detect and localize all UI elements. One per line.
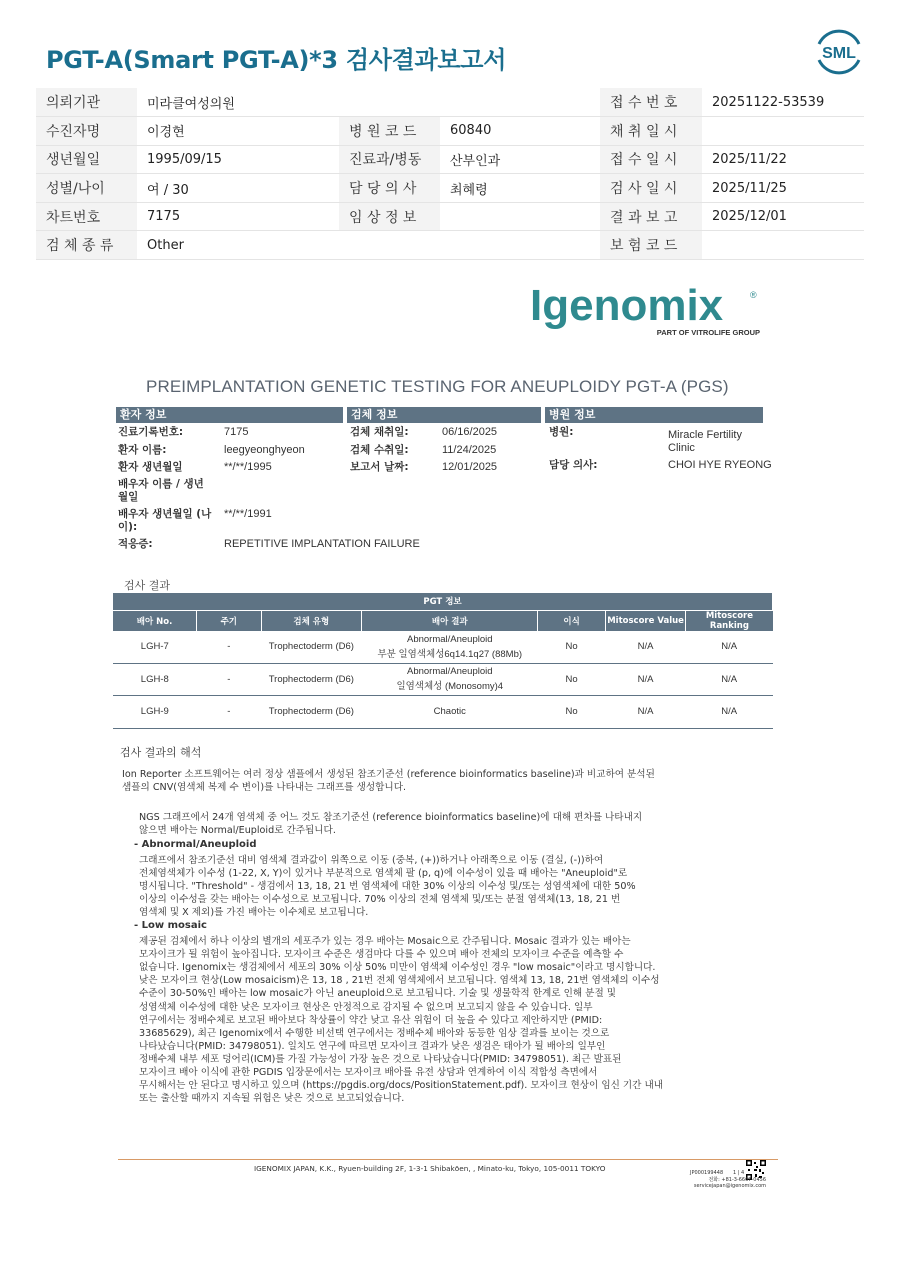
aneuploid-paragraph-line: 이상의 이수성을 갖는 배아는 이수성으로 보고됩니다. 70% 이상의 전체 염색체 및/또는 분절 염색체(13, 18, 21 번 [139,894,621,906]
aneuploid-paragraph-line: 그래프에서 참조기준선 대비 염색체 결과값이 위쪽으로 이동 (중복, (+))하거나 아래쪽으로 이동 (결실, (-))하여 [139,855,604,866]
contact-email: servicejapan@igenomix.com [693,1183,766,1189]
embryo-result [362,663,538,696]
header-label: 검 사 일 시 [600,174,702,203]
header-value: 2025/11/25 [702,174,864,203]
patient-dob-value: **/**/1995 [224,461,272,473]
sml-logo-text: SML [822,45,856,62]
header-label: 담 당 의 사 [339,174,440,203]
header-value [440,202,600,231]
aneuploid-paragraph-line: 전체염색체가 이수성 (1-22, X, Y)이 있거나 부분적으로 염색체 팔 (p, q)에 이수성이 있을 때 배아는 "Aneuploid"로 [139,868,628,880]
page-number: 1 | 4 [733,1170,745,1176]
normal-paragraph-line: NGS 그래프에서 24개 염색체 중 어느 것도 참조기준선 (reference bioinformatics baseline)에 대해 편차를 나타내지 [139,812,643,823]
doctor-label: 담당 의사: [549,459,598,471]
sample-collected-value: 06/16/2025 [442,426,498,438]
contact-info [692,1177,766,1189]
header-label: 생년월일 [36,145,137,174]
table-row [113,663,773,696]
header-value: 미라클여성의원 [137,88,339,117]
document-code: JP000199448 [690,1170,724,1176]
low-mosaic-subheading: - Low mosaic [134,920,207,931]
doctor-value: CHOI HYE RYEONG [668,459,772,471]
mosaic-paragraph-line: 나타났습니다(PMID: 34798051). 일치도 연구에 따르면 모자이크 결과가 낮은 생검은 태아가 될 배아의 일부인 [139,1040,606,1052]
header-value: 20251122-53539 [702,88,864,117]
header-label: 진료과/병동 [339,145,440,174]
header-value: 산부인과 [440,145,600,174]
aneuploid-paragraph-line: 명시됩니다. "Threshold" - 생검에서 13, 18, 21 번 염색체에 대한 30% 이상의 이수성 및/또는 성염색체에 대한 50% [139,881,636,893]
mosaic-paragraph-line: 제공된 검체에서 하나 이상의 별개의 세포주가 있는 경우 배아는 Mosaic으로 간주됩니다. Mosaic 결과가 있는 배아는 [139,936,631,947]
header-value: 7175 [137,202,339,231]
col-mitoscore-value: Mitoscore Value [605,610,686,631]
mosaic-paragraph-line: 또는 출산할 때까지 지속될 위험은 낮은 것으로 보고되었습니다. [139,1093,405,1105]
header-value [440,88,600,117]
mosaic-paragraph-line: 낮은 모자이크 현상(Low mosaicism)은 13, 18 , 21번 전체 염색체에서 보고됩니다. 염색체 13, 18, 21번 염색체의 이수성 [139,975,660,987]
mitoscore-value: N/A [605,631,686,664]
transfer: No [538,631,605,664]
aneuploid-subheading: - Abnormal/Aneuploid [134,839,257,850]
header-row [36,202,864,231]
col-cycle: 주기 [197,610,261,631]
header-value: 최혜령 [440,174,600,203]
header-row [36,88,864,117]
mitoscore-ranking: N/A [686,696,773,729]
embryo-no: LGH-8 [113,663,197,696]
sample-type: Trophectoderm (D6) [261,631,362,664]
pgt-info-group-header: PGT 정보 [113,593,773,610]
mosaic-paragraph-line: 무시해서는 안 된다고 명시하고 있으며 (https://pgdis.org/docs/PositionStatement.pdf). 모자이크 현상이 임신 기간 내내 [139,1080,664,1092]
pgta-report-title: PREIMPLANTATION GENETIC TESTING FOR ANEUPLOIDY PGT-A (PGS) [146,377,729,396]
spouse-name-label: 배우자 이름 / 생년월일 [118,478,204,503]
patient-name-label: 환자 이름: [118,444,167,456]
sample-received-value: 11/24/2025 [442,444,497,456]
header-label: 검 체 종 류 [36,231,137,260]
mosaic-paragraph-line: 연구에서는 정배수체로 보고된 배아보다 착상률이 약간 낮고 유산 위험이 더 높을 수 있다고 제안하지만 (PMID: [139,1014,603,1026]
header-label: 임 상 정 보 [339,202,440,231]
header-value: 여 / 30 [137,174,339,203]
header-value: 2025/12/01 [702,202,864,231]
mitoscore-ranking: N/A [686,663,773,696]
transfer: No [538,663,605,696]
hospital-value: Miracle Fertility Clinic [668,429,742,454]
interpretation-heading: 검사 결과의 해석 [120,746,202,759]
header-row [36,231,864,260]
patient-info-heading: 환자 정보 [116,407,343,423]
spouse-dob-value: **/**/1991 [224,508,272,520]
header-label: 접 수 일 시 [600,145,702,174]
cycle: - [197,631,261,664]
header-value [702,231,864,260]
mitoscore-ranking: N/A [686,631,773,664]
sample-received-label: 검체 수취일: [350,444,409,456]
patient-chart-no-value: 7175 [224,426,249,438]
header-label: 채 취 일 시 [600,117,702,146]
header-value [702,117,864,146]
header-label: 의뢰기관 [36,88,137,117]
header-label [339,231,440,260]
mosaic-paragraph-line: 수준이 30-50%인 배아는 low mosaic가 아닌 aneuploid으로 보고됩니다. 기술 및 생물학적 한계로 인해 분절 및 [139,988,617,1000]
col-sample-type: 검체 유형 [261,610,362,631]
patient-header-table [36,88,864,260]
col-embryo-result: 배아 결과 [362,610,538,631]
transfer: No [538,696,605,729]
report-date-label: 보고서 날짜: [350,461,409,473]
sample-type: Trophectoderm (D6) [261,696,362,729]
mosaic-paragraph-line: 없습니다. Igenomix는 생검체에서 세포의 30% 이상 50% 미만이 염색체 이수성인 경우 "low mosaic"이라고 명시합니다. [139,962,656,974]
sample-type: Trophectoderm (D6) [261,663,362,696]
pgt-results-table [113,593,773,729]
normal-paragraph-line: 않으면 배아는 Normal/Euploid로 간주됩니다. [139,825,336,837]
cycle: - [197,696,261,729]
intro-paragraph-line: Ion Reporter 소프트웨어는 여러 정상 샘플에서 생성된 참조기준선 (reference bioinformatics baseline)과 비교하여 분석된 [122,769,655,780]
mosaic-paragraph-line: 33685629), 최근 Igenomix에서 수행한 비선택 연구에서는 정배수체 배아와 동등한 임상 결과를 보이는 것으로 [139,1027,610,1039]
col-transfer: 이식 [538,610,605,631]
contact-phone: 전화: +81-3-6667-0456 [708,1177,766,1183]
header-label: 접 수 번 호 [600,88,702,117]
igenomix-logo [530,280,770,340]
report-date-value: 12/01/2025 [442,461,498,473]
mosaic-paragraph-line: 모자이크가 될 위험이 높아집니다. 모자이크 수준은 생검마다 다를 수 있으며 배아 전체의 모자이크 수준을 예측할 수 [139,949,624,961]
mosaic-paragraph-line: 정배수체 내부 세포 덩어리(ICM)를 가질 가능성이 가장 높은 것으로 나타났습니다(PMID: 34798051). 최근 발표된 [139,1053,622,1065]
patient-name-value: leegyeonghyeon [224,444,305,456]
header-label: 결 과 보 고 [600,202,702,231]
table-row [113,631,773,664]
mitoscore-value: N/A [605,696,686,729]
header-row [36,117,864,146]
sample-collected-label: 검체 채취일: [350,426,409,438]
hospital-label: 병원: [549,426,574,438]
embryo-result [362,696,538,729]
header-label: 수진자명 [36,117,137,146]
hospital-info-heading: 병원 정보 [545,407,763,423]
intro-paragraph-line: 샘플의 CNV(염색체 복제 수 변이)를 나타내는 그래프를 생성합니다. [122,782,407,794]
patient-chart-no-label: 진료기록번호: [118,426,184,438]
header-value: 1995/09/15 [137,145,339,174]
header-value: 60840 [440,117,600,146]
header-label: 보 험 코 드 [600,231,702,260]
table-row [113,696,773,729]
embryo-result-class: Chaotic [433,706,466,718]
indication-value: REPETITIVE IMPLANTATION FAILURE [224,538,420,550]
embryo-result-detail: 일염색체성 (Monosomy)4 [396,681,504,693]
report-title-korean: PGT-A(Smart PGT-A)*3 검사결과보고서 [46,46,507,74]
embryo-result-detail: 부분 일염색체성6q14.1q27 (88Mb) [377,648,523,660]
igenomix-registered-mark: ® [750,290,757,300]
col-mitoscore-ranking: Mitoscore Ranking [686,610,773,631]
patient-dob-label: 환자 생년월일 [118,461,183,473]
header-label: 차트번호 [36,202,137,231]
header-value: 2025/11/22 [702,145,864,174]
footer-address: IGENOMIX JAPAN, K.K., Ryuen-building 2F, 1-3-1 Shibakōen, , Minato-ku, Tokyo, 105-0011 TOKYO [254,1164,606,1173]
embryo-no: LGH-7 [113,631,197,664]
sml-logo [813,28,865,76]
igenomix-tagline: PART OF VITROLIFE GROUP [656,328,760,337]
mosaic-paragraph-line: 성염색체 이수성에 대한 낮은 모자이크 현상은 안정적으로 감지될 수 없으며 보고되지 않을 수 있습니다. 일부 [139,1001,593,1013]
igenomix-brand-text: Igenomix [530,281,724,330]
header-row [36,145,864,174]
header-value: Other [137,231,339,260]
embryo-no: LGH-9 [113,696,197,729]
header-label: 성별/나이 [36,174,137,203]
embryo-result-class: Abnormal/Aneuploid [406,666,493,678]
cycle: - [197,663,261,696]
spouse-dob-label: 배우자 생년월일 (나이): [118,508,212,533]
results-heading: 검사 결과 [124,579,171,592]
footer-divider [118,1159,778,1160]
embryo-result-class: Abnormal/Aneuploid [406,633,493,645]
embryo-result [362,631,538,664]
header-row [36,174,864,203]
aneuploid-paragraph-line: 염색체 및 X 제외)를 가진 배아는 이수체로 보고됩니다. [139,907,369,919]
sample-info-heading: 검체 정보 [347,407,541,423]
col-embryo-no: 배아 No. [113,610,197,631]
header-label [339,88,440,117]
mosaic-paragraph-line: 모자이크 배아 이식에 관한 PGDIS 입장문에서는 모자이크 배아를 유전 상담과 연계하여 이식 적합성 측면에서 [139,1067,598,1078]
mitoscore-value: N/A [605,663,686,696]
header-value [440,231,600,260]
header-label: 병 원 코 드 [339,117,440,146]
indication-label: 적응증: [118,538,153,550]
header-value: 이경현 [137,117,339,146]
